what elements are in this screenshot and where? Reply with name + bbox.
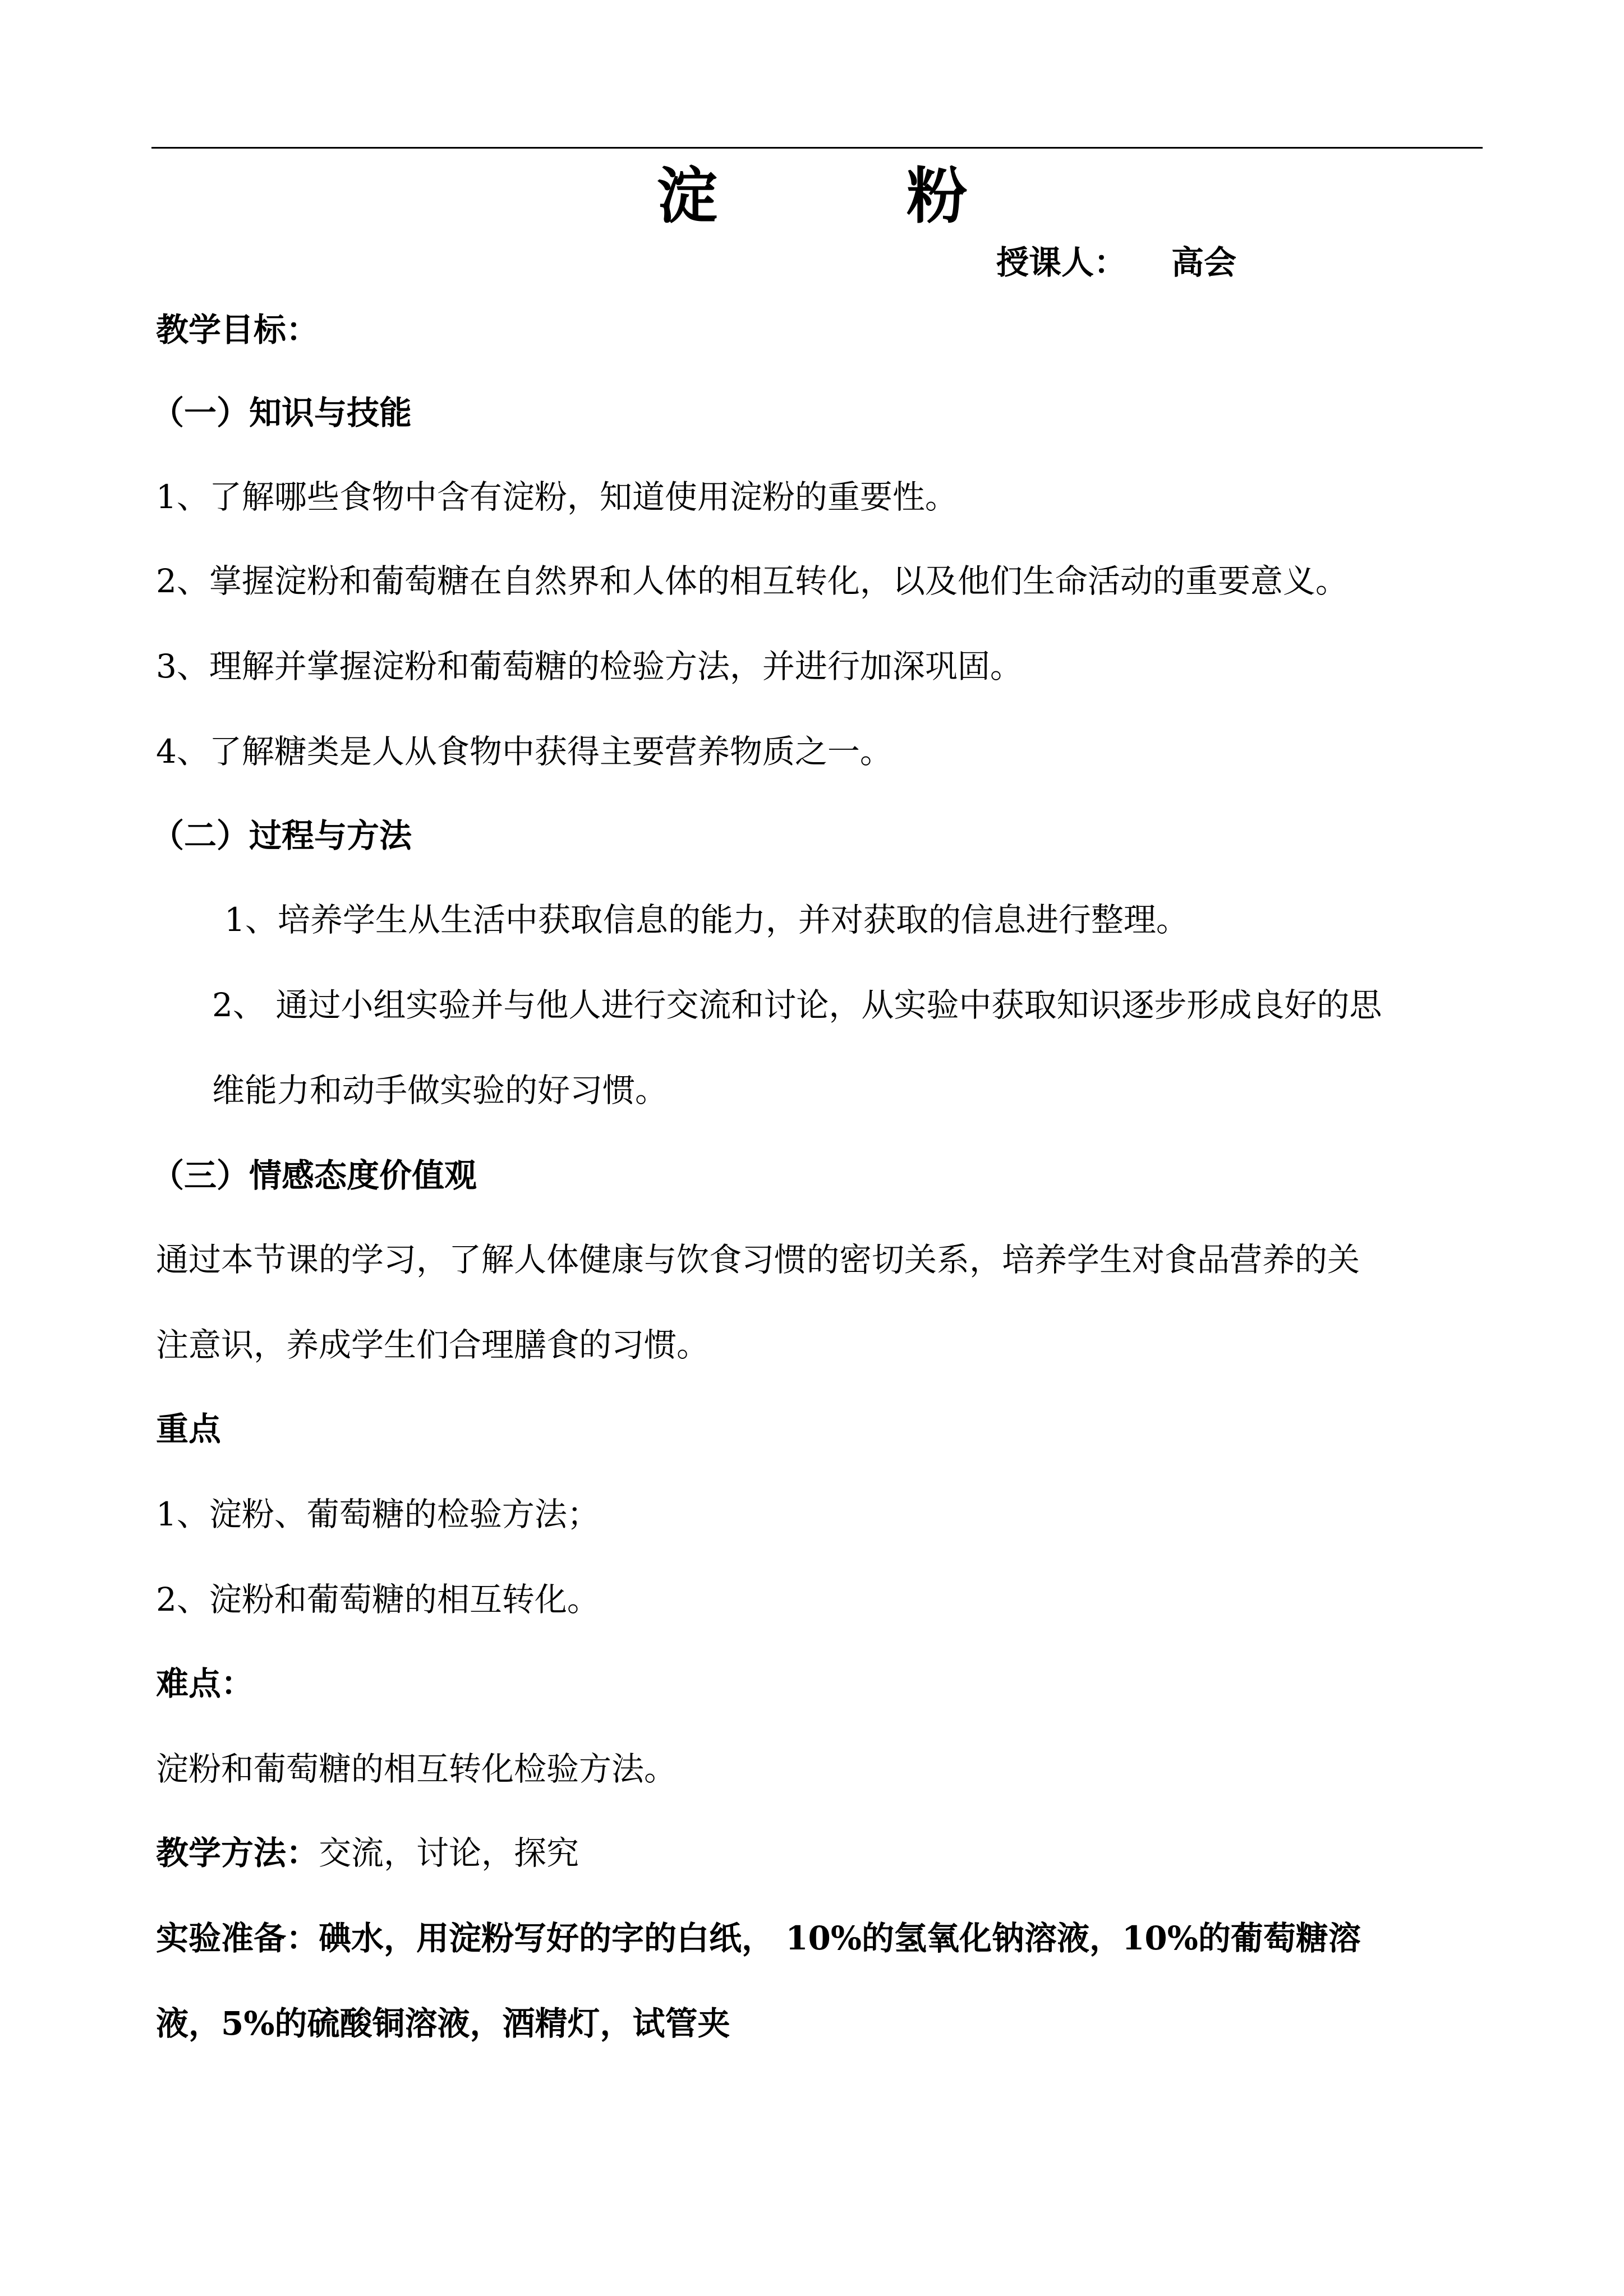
section3-line: 通过本节课的学习，了解人体健康与饮食习惯的密切关系，培养学生对食品营养的关	[156, 1241, 1360, 1279]
author-name: 高会	[1171, 243, 1237, 282]
methods-label: 教学方法：	[156, 1834, 319, 1872]
section1-item: 3、理解并掌握淀粉和葡萄糖的检验方法，并进行加深巩固。	[156, 647, 1023, 685]
key-point-item: 1、淀粉、葡萄糖的检验方法；	[156, 1495, 600, 1533]
difficulties-text: 淀粉和葡萄糖的相互转化检验方法。	[156, 1750, 677, 1788]
section2-item: 2、 通过小组实验并与他人进行交流和讨论，从实验中获取知识逐步形成良好的思	[212, 986, 1382, 1024]
preparation-line-1: 实验准备：碘水，用淀粉写好的字的白纸， 10%的氢氧化钠溶液，10%的葡萄糖溶	[156, 1919, 1361, 1957]
author-label: 授课人：	[996, 243, 1127, 282]
objectives-heading: 教学目标：	[156, 311, 319, 349]
section2-heading: （二）过程与方法	[151, 817, 412, 855]
methods-text: 交流，讨论，探究	[319, 1834, 579, 1872]
key-points-heading: 重点	[156, 1410, 222, 1448]
preparation-line-2: 液，5%的硫酸铜溶液，酒精灯，试管夹	[156, 2004, 730, 2043]
section3-line: 注意识，养成学生们合理膳食的习惯。	[156, 1326, 710, 1364]
difficulties-heading: 难点：	[156, 1665, 254, 1703]
methods-line	[156, 1831, 579, 1875]
section1-item: 1、了解哪些食物中含有淀粉，知道使用淀粉的重要性。	[156, 478, 958, 516]
key-point-item: 2、淀粉和葡萄糖的相互转化。	[156, 1580, 600, 1619]
section1-item: 4、了解糖类是人从食物中获得主要营养物质之一。	[156, 732, 892, 771]
section2-item-continued: 维能力和动手做实验的好习惯。	[212, 1071, 668, 1109]
header-rule	[151, 147, 1483, 149]
section2-item: 1、培养学生从生活中获取信息的能力，并对获取的信息进行整理。	[224, 901, 1189, 939]
author-line	[996, 240, 1236, 285]
section3-heading: （三）情感态度价值观	[151, 1156, 477, 1195]
section1-item: 2、掌握淀粉和葡萄糖在自然界和人体的相互转化，以及他们生命活动的重要意义。	[156, 562, 1348, 600]
section1-heading: （一）知识与技能	[151, 394, 412, 432]
document-title: 淀 粉	[656, 161, 1052, 232]
